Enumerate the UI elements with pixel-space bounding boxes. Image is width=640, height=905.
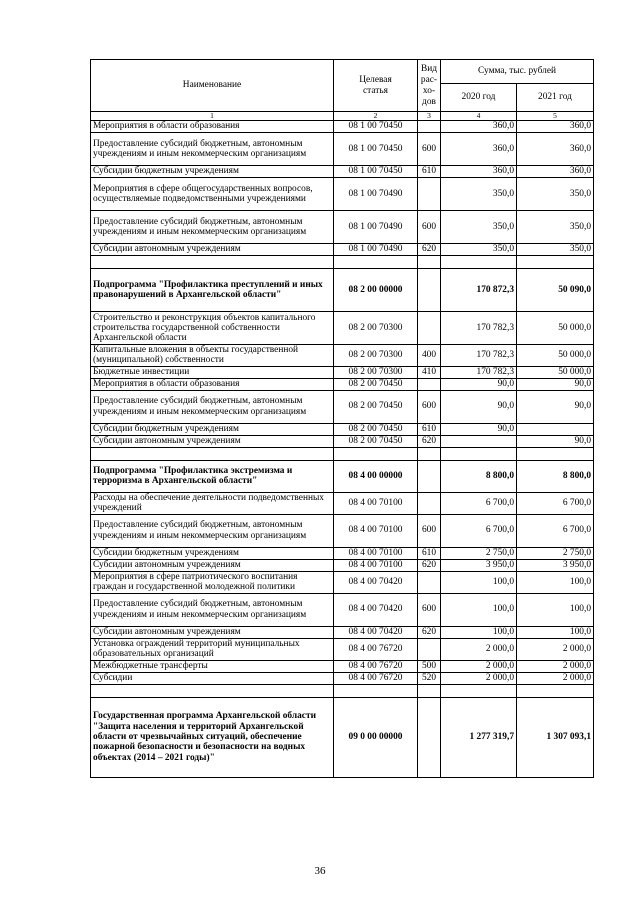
header-sum [441,60,594,84]
table-row [91,638,594,660]
table-row [91,514,594,547]
empty-cell [441,684,517,697]
table-row [91,672,594,684]
spacer-row [91,684,594,697]
index-cell: 4 [441,112,517,121]
row-2020-cell: 8 800,0 [441,460,517,492]
table-row [91,435,594,447]
row-2021-cell: 2 000,0 [517,638,594,660]
column-index-row [91,112,594,121]
row-code-cell: 08 4 00 00000 [334,460,418,492]
empty-cell [441,256,517,269]
row-name-cell: Предоставление субсидий бюджетным, автономным учреждениям и иным некоммерческим организациям [91,514,334,547]
table-row [91,697,594,777]
row-2020-cell: 3 950,0 [441,559,517,571]
row-2020-cell: 360,0 [441,166,517,178]
table-row [91,269,594,312]
row-2021-cell: 360,0 [517,121,594,133]
row-name-cell: Предоставление субсидий бюджетным, автономным учреждениям и иным некоммерческим организациям [91,593,334,626]
row-name-cell: Расходы на обеспечение деятельности подведомственных учреждений [91,492,334,514]
row-name-cell: Строительство и реконструкция объектов капитального строительства государственной собственности Архангельской области [91,312,334,345]
row-kind-cell [418,492,441,514]
empty-cell [91,684,334,697]
row-code-cell: 08 1 00 70490 [334,178,418,211]
row-2020-cell: 2 750,0 [441,547,517,559]
row-code-cell: 08 4 00 70420 [334,593,418,626]
empty-cell [91,447,334,460]
table-row [91,423,594,435]
row-kind-cell [418,697,441,777]
budget-table-page [90,59,593,778]
row-code-cell: 09 0 00 00000 [334,697,418,777]
row-name-cell: Предоставление субсидий бюджетным, автономным учреждениям и иным некоммерческим организациям [91,133,334,166]
table-row [91,366,594,378]
row-2021-cell: 360,0 [517,133,594,166]
row-kind-cell [418,571,441,593]
empty-cell [91,256,334,269]
header-kind-label: Вид рас-хо-дов [420,63,438,107]
header-2020: 2020 год [441,84,517,112]
row-2020-cell: 170 782,3 [441,312,517,345]
index-cell: 2 [334,112,418,121]
row-kind-cell [418,638,441,660]
table-row [91,345,594,367]
row-name-cell: Субсидии [91,672,334,684]
row-kind-cell: 610 [418,423,441,435]
table-row [91,312,594,345]
row-2020-cell: 100,0 [441,571,517,593]
row-2021-cell: 100,0 [517,626,594,638]
header-name: Наименование [91,60,334,112]
row-code-cell: 08 2 00 70300 [334,366,418,378]
row-code-cell: 08 4 00 76720 [334,638,418,660]
row-name-cell: Предоставление субсидий бюджетным, автономным учреждениям и иным некоммерческим организациям [91,211,334,244]
row-name-cell: Субсидии автономным учреждениям [91,244,334,256]
row-2021-cell: 90,0 [517,390,594,423]
row-2020-cell: 170 782,3 [441,345,517,367]
row-2021-cell: 350,0 [517,211,594,244]
row-2021-cell: 6 700,0 [517,492,594,514]
row-name-cell: Субсидии бюджетным учреждениям [91,423,334,435]
row-name-cell: Мероприятия в области образования [91,121,334,133]
row-kind-cell: 600 [418,390,441,423]
row-2020-cell: 2 000,0 [441,660,517,672]
table-row [91,460,594,492]
page-number: 36 [314,865,326,877]
table-row [91,178,594,211]
row-kind-cell: 610 [418,547,441,559]
row-2020-cell: 1 277 319,7 [441,697,517,777]
table-row [91,244,594,256]
row-kind-cell: 600 [418,514,441,547]
empty-cell [441,447,517,460]
row-2020-cell: 360,0 [441,133,517,166]
row-code-cell: 08 4 00 70100 [334,492,418,514]
header-2021: 2021 год [517,84,594,112]
row-2020-cell: 360,0 [441,121,517,133]
row-kind-cell [418,269,441,312]
row-2021-cell: 8 800,0 [517,460,594,492]
row-kind-cell: 620 [418,435,441,447]
row-2021-cell: 6 700,0 [517,514,594,547]
table-row [91,133,594,166]
row-code-cell: 08 4 00 70100 [334,514,418,547]
row-code-cell: 08 2 00 70300 [334,345,418,367]
empty-cell [418,684,441,697]
table-row [91,211,594,244]
table-row [91,547,594,559]
header-kind [418,60,441,112]
row-kind-cell: 610 [418,166,441,178]
row-name-cell: Субсидии автономным учреждениям [91,559,334,571]
row-2021-cell: 350,0 [517,244,594,256]
row-kind-cell [418,378,441,390]
row-code-cell: 08 1 00 70490 [334,211,418,244]
row-2020-cell: 170 872,3 [441,269,517,312]
row-name-cell: Капитальные вложения в объекты государственной (муниципальной) собственности [91,345,334,367]
row-name-cell: Субсидии бюджетным учреждениям [91,166,334,178]
table-row [91,166,594,178]
row-2021-cell: 90,0 [517,435,594,447]
row-kind-cell: 600 [418,593,441,626]
row-2020-cell: 100,0 [441,626,517,638]
index-cell: 1 [91,112,334,121]
budget-table [90,59,594,778]
row-2021-cell: 2 000,0 [517,672,594,684]
row-name-cell: Субсидии бюджетным учреждениям [91,547,334,559]
row-code-cell: 08 2 00 70300 [334,312,418,345]
row-name-cell: Предоставление субсидий бюджетным, автономным учреждениям и иным некоммерческим организациям [91,390,334,423]
row-kind-cell: 620 [418,626,441,638]
row-2020-cell: 350,0 [441,211,517,244]
row-code-cell: 08 2 00 70450 [334,390,418,423]
row-code-cell: 08 2 00 00000 [334,269,418,312]
header-sum-label: Сумма, тыс. рублей [478,66,556,77]
row-code-cell: 08 2 00 70450 [334,423,418,435]
empty-cell [418,447,441,460]
row-name-cell: Субсидии автономным учреждениям [91,626,334,638]
row-kind-cell [418,312,441,345]
row-name-cell: Установка ограждений территорий муниципальных образовательных организаций [91,638,334,660]
row-name-cell: Мероприятия в области образования [91,378,334,390]
row-2021-cell: 360,0 [517,166,594,178]
table-row [91,559,594,571]
empty-cell [517,684,594,697]
row-2020-cell: 2 000,0 [441,672,517,684]
row-2020-cell: 100,0 [441,593,517,626]
row-2020-cell: 170 782,3 [441,366,517,378]
row-2020-cell: 90,0 [441,378,517,390]
row-code-cell: 08 4 00 70420 [334,571,418,593]
row-name-cell: Подпрограмма "Профилактика экстремизма и терроризма в Архангельской области" [91,460,334,492]
row-2021-cell: 3 950,0 [517,559,594,571]
row-2021-cell: 50 090,0 [517,269,594,312]
row-name-cell: Подпрограмма "Профилактика преступлений и иных правонарушений в Архангельской области" [91,269,334,312]
row-2021-cell: 100,0 [517,571,594,593]
table-row [91,492,594,514]
row-name-cell: Межбюджетные трансферты [91,660,334,672]
row-kind-cell: 600 [418,211,441,244]
row-kind-cell [418,460,441,492]
row-2020-cell: 350,0 [441,244,517,256]
row-kind-cell: 520 [418,672,441,684]
row-code-cell: 08 1 00 70490 [334,244,418,256]
row-2020-cell: 90,0 [441,423,517,435]
row-name-cell: Бюджетные инвестиции [91,366,334,378]
row-2021-cell: 50 000,0 [517,312,594,345]
row-2021-cell [517,423,594,435]
row-kind-cell: 410 [418,366,441,378]
row-code-cell: 08 1 00 70450 [334,166,418,178]
row-2021-cell: 2 750,0 [517,547,594,559]
row-code-cell: 08 4 00 76720 [334,672,418,684]
row-2020-cell: 6 700,0 [441,514,517,547]
index-cell: 5 [517,112,594,121]
row-2021-cell: 2 000,0 [517,660,594,672]
row-2021-cell: 50 000,0 [517,366,594,378]
table-row [91,660,594,672]
row-name-cell: Субсидии автономным учреждениям [91,435,334,447]
empty-cell [418,256,441,269]
header-article [334,60,418,112]
row-kind-cell: 600 [418,133,441,166]
row-code-cell: 08 4 00 70100 [334,559,418,571]
row-kind-cell [418,121,441,133]
table-row [91,593,594,626]
row-2021-cell: 1 307 093,1 [517,697,594,777]
table-row [91,571,594,593]
table-row [91,390,594,423]
row-2020-cell: 6 700,0 [441,492,517,514]
row-code-cell: 08 4 00 70420 [334,626,418,638]
row-name-cell: Мероприятия в сфере патриотического воспитания граждан и государственной молодежной политики [91,571,334,593]
table-row [91,378,594,390]
row-name-cell: Мероприятия в сфере общегосударственных вопросов, осуществляемые подведомственными учреждениями [91,178,334,211]
row-2021-cell: 350,0 [517,178,594,211]
row-kind-cell: 620 [418,559,441,571]
header-article-label: Целевая статья [359,75,392,96]
empty-cell [334,256,418,269]
row-2021-cell: 100,0 [517,593,594,626]
empty-cell [334,447,418,460]
row-name-cell: Государственная программа Архангельской области "Защита населения и территорий Архангельской области от чрезвычайных ситуаций, обеспечение пожарной безопасности и безопасности на водных объектах (2014 – 2021 годы)" [91,697,334,777]
row-2021-cell: 90,0 [517,378,594,390]
row-2020-cell: 350,0 [441,178,517,211]
row-code-cell: 08 2 00 70450 [334,378,418,390]
row-kind-cell: 400 [418,345,441,367]
table-row [91,121,594,133]
table-row [91,626,594,638]
row-kind-cell [418,178,441,211]
empty-cell [517,256,594,269]
empty-cell [517,447,594,460]
row-code-cell: 08 2 00 70450 [334,435,418,447]
row-2020-cell: 2 000,0 [441,638,517,660]
row-code-cell: 08 4 00 76720 [334,660,418,672]
empty-cell [334,684,418,697]
row-code-cell: 08 4 00 70100 [334,547,418,559]
index-cell: 3 [418,112,441,121]
row-code-cell: 08 1 00 70450 [334,133,418,166]
row-kind-cell: 500 [418,660,441,672]
spacer-row [91,256,594,269]
spacer-row [91,447,594,460]
row-2020-cell: 90,0 [441,390,517,423]
row-2021-cell: 50 000,0 [517,345,594,367]
row-2020-cell [441,435,517,447]
row-kind-cell: 620 [418,244,441,256]
row-code-cell: 08 1 00 70450 [334,121,418,133]
